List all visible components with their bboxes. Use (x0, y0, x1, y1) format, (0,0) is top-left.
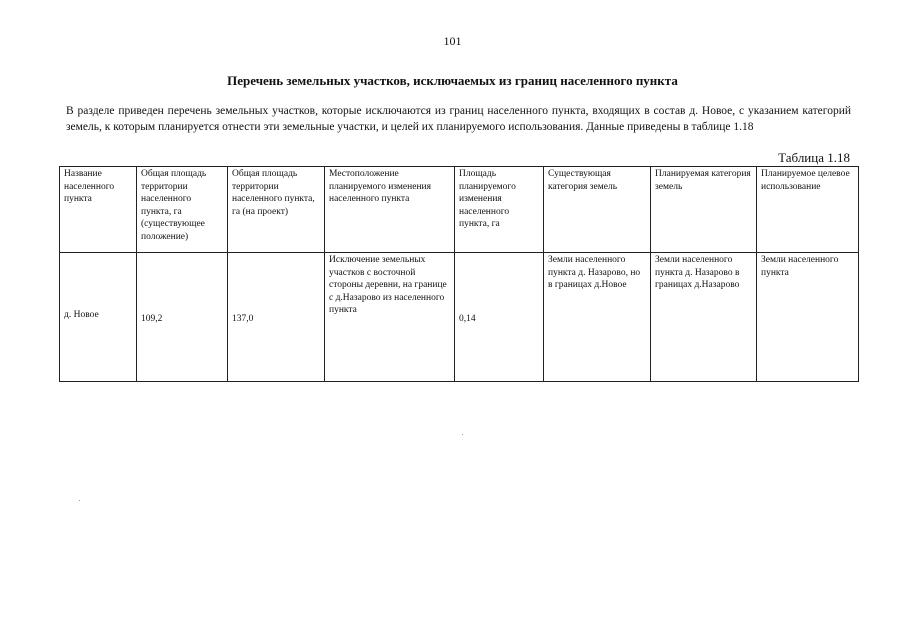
header-change-area: Площадь планируемого изменения населенного пункта, га (455, 167, 544, 253)
table-caption: Таблица 1.18 (778, 150, 850, 165)
scan-speck (462, 434, 463, 435)
table-row (60, 253, 859, 382)
land-plots-table (59, 166, 859, 382)
table-header-row (60, 167, 859, 253)
cell-change-area: 0,14 (455, 253, 544, 382)
cell-settlement-name: д. Новое (60, 253, 137, 382)
cell-existing-category: Земли населенного пункта д. Назарово, но в границах д.Новое (544, 253, 651, 382)
header-existing-category: Существующая категория земель (544, 167, 651, 253)
header-settlement-name: Название населенного пункта (60, 167, 137, 253)
header-change-location: Местоположение планируемого изменения населенного пункта (325, 167, 455, 253)
cell-planned-use: Земли населенного пункта (757, 253, 859, 382)
document-title: Перечень земельных участков, исключаемых из границ населенного пункта (227, 73, 678, 88)
cell-area-project: 137,0 (228, 253, 325, 382)
page-number: 101 (443, 34, 462, 48)
cell-area-existing: 109,2 (137, 253, 228, 382)
header-planned-use: Планируемое целевое использование (757, 167, 859, 253)
cell-planned-category: Земли населенного пункта д. Назарово в границах д.Назарово (651, 253, 757, 382)
header-area-project: Общая площадь территории населенного пункта, га (на проект) (228, 167, 325, 253)
header-planned-category: Планируемая категория земель (651, 167, 757, 253)
scan-speck (79, 500, 80, 501)
intro-paragraph: В разделе приведен перечень земельных участков, которые исключаются из границ населенного пункта, входящих в состав д. Новое, с указанием категорий земель, к которым планируется отнести эти земельные участки, и целей их планируемого использования. Данные приведены в таблице 1.18 (66, 105, 851, 133)
cell-change-location: Исключение земельных участков с восточной стороны деревни, на границе с д.Назарово из населенного пункта (325, 253, 455, 382)
header-area-existing: Общая площадь территории населенного пункта, га (существующее положение) (137, 167, 228, 253)
